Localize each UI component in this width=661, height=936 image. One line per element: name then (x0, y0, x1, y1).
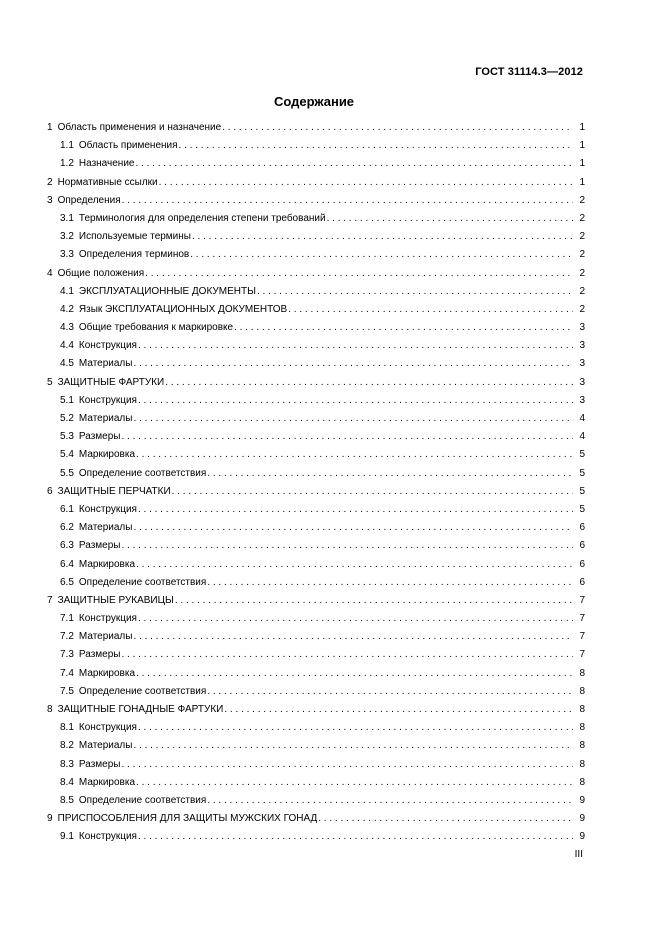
toc-entry-page: 5 (579, 503, 585, 515)
toc-leader-dots (234, 322, 573, 334)
toc-entry-number: 6.1 (60, 503, 74, 515)
toc-entry-page: 7 (579, 594, 585, 606)
toc-entry-title: Определение соответствия (78, 794, 207, 806)
toc-entry-title: Определения (57, 194, 121, 206)
toc-entry-page: 1 (579, 176, 585, 188)
toc-entry-number: 6.4 (60, 558, 74, 570)
toc-leader-dots (159, 177, 573, 189)
toc-leader-dots (207, 468, 573, 480)
toc-entry[interactable] (47, 631, 585, 649)
toc-entry[interactable] (47, 231, 585, 249)
toc-leader-dots (222, 122, 573, 134)
toc-leader-dots (133, 740, 573, 752)
toc-entry[interactable] (47, 722, 585, 740)
toc-entry-number: 5.3 (60, 431, 74, 443)
toc-entry-page: 2 (579, 249, 585, 261)
toc-entry-title: ЗАЩИТНЫЕ ФАРТУКИ (57, 376, 165, 388)
toc-entry-page: 5 (579, 485, 585, 497)
toc-entry-number: 8.3 (60, 758, 74, 770)
toc-entry-number: 8 (47, 704, 53, 715)
toc-entry-title: ПРИСПОСОБЛЕНИЯ ДЛЯ ЗАЩИТЫ МУЖСКИХ ГОНАД (57, 813, 318, 825)
toc-entry-title: Конструкция (78, 394, 137, 406)
toc-leader-dots (145, 268, 573, 280)
toc-entry-title: ЗАЩИТНЫЕ РУКАВИЦЫ (57, 594, 174, 606)
toc-entry-number: 4.2 (60, 303, 74, 315)
toc-entry[interactable] (47, 468, 585, 486)
toc-entry-title: Определение соответствия (78, 576, 207, 588)
toc-entry-page: 8 (579, 667, 585, 679)
toc-entry-page: 2 (579, 212, 585, 224)
toc-entry-page: 8 (579, 758, 585, 770)
toc-entry[interactable] (47, 486, 585, 504)
toc-entry-number: 3.1 (60, 212, 74, 224)
toc-entry-number: 9.1 (60, 831, 74, 843)
toc-leader-dots (121, 540, 573, 552)
toc-entry-page: 1 (579, 140, 585, 152)
toc-entry-title: ЗАЩИТНЫЕ ПЕРЧАТКИ (57, 485, 171, 497)
toc-entry-title: Материалы (78, 631, 133, 643)
toc-entry-title: Материалы (78, 413, 133, 424)
toc-entry-page: 8 (579, 685, 585, 697)
toc-entry-title: ЗАЩИТНЫЕ ГОНАДНЫЕ ФАРТУКИ (57, 704, 224, 715)
toc-entry[interactable] (47, 740, 585, 758)
toc-entry-number: 5 (47, 376, 53, 388)
toc-leader-dots (192, 231, 573, 243)
toc-entry-number: 1.2 (60, 158, 74, 170)
toc-entry-title: Маркировка (78, 558, 136, 570)
toc-entry-number: 1.1 (60, 140, 74, 152)
toc-leader-dots (136, 777, 573, 789)
toc-entry[interactable] (47, 449, 585, 467)
toc-entry-title: Маркировка (78, 449, 136, 461)
toc-entry[interactable] (47, 795, 585, 813)
toc-entry[interactable] (47, 158, 585, 176)
toc-leader-dots (133, 631, 573, 643)
toc-entry[interactable] (47, 122, 585, 140)
toc-entry[interactable] (47, 559, 585, 577)
toc-entry-page: 6 (579, 522, 585, 534)
toc-leader-dots (207, 686, 573, 698)
toc-entry[interactable] (47, 668, 585, 686)
toc-leader-dots (288, 304, 573, 316)
toc-entry-number: 8.4 (60, 776, 74, 788)
toc-leader-dots (135, 158, 573, 170)
toc-leader-dots (175, 595, 573, 607)
toc-entry[interactable] (47, 813, 585, 831)
toc-entry[interactable] (47, 431, 585, 449)
toc-entry-page: 3 (579, 376, 585, 388)
toc-entry-number: 7 (47, 594, 53, 606)
toc-entry[interactable] (47, 759, 585, 777)
toc-entry-number: 7.5 (60, 685, 74, 697)
toc-entry[interactable] (47, 704, 585, 722)
toc-leader-dots (133, 522, 573, 534)
toc-leader-dots (257, 286, 573, 298)
toc-entry-number: 1 (47, 122, 53, 133)
toc-entry-page: 7 (579, 649, 585, 661)
toc-entry-number: 6 (47, 485, 53, 497)
toc-entry-title: Размеры (78, 540, 121, 552)
toc-leader-dots (165, 377, 573, 389)
toc-entry-page: 6 (579, 576, 585, 588)
toc-entry-page: 2 (579, 267, 585, 279)
toc-entry-title: Область применения (78, 140, 178, 152)
toc-entry-page: 6 (579, 540, 585, 552)
toc-leader-dots (138, 831, 573, 843)
toc-entry-number: 5.1 (60, 394, 74, 406)
toc-entry[interactable] (47, 195, 585, 213)
toc-entry-title: Определение соответствия (78, 685, 207, 697)
toc-entry-number: 8.5 (60, 794, 74, 806)
toc-entry-page: 5 (579, 467, 585, 479)
toc-leader-dots (172, 486, 573, 498)
toc-entry-page: 7 (579, 631, 585, 643)
toc-entry-page: 8 (579, 704, 585, 715)
toc-entry-page: 2 (579, 231, 585, 243)
toc-entry-title: Назначение (78, 158, 135, 170)
toc-entry[interactable] (47, 340, 585, 358)
toc-entry-number: 7.4 (60, 667, 74, 679)
toc-entry-page: 1 (579, 122, 585, 133)
toc-entry-title: Маркировка (78, 667, 136, 679)
toc-entry-number: 6.2 (60, 522, 74, 534)
toc-entry[interactable] (47, 831, 585, 849)
toc-leader-dots (136, 668, 573, 680)
toc-leader-dots (122, 195, 573, 207)
toc-leader-dots (327, 213, 573, 225)
toc-entry[interactable] (47, 213, 585, 231)
toc-entry-page: 4 (579, 431, 585, 443)
toc-entry-number: 3 (47, 194, 53, 206)
toc-entry-title: Терминология для определения степени требований (78, 212, 326, 224)
toc-entry[interactable] (47, 504, 585, 522)
toc-entry-title: Размеры (78, 758, 121, 770)
toc-entry-title: Язык ЭКСПЛУАТАЦИОННЫХ ДОКУМЕНТОВ (78, 303, 288, 315)
toc-entry[interactable] (47, 322, 585, 340)
table-of-contents (47, 122, 585, 850)
toc-entry[interactable] (47, 686, 585, 704)
toc-leader-dots (133, 358, 573, 370)
toc-entry-title: Размеры (78, 649, 121, 661)
toc-entry-page: 3 (579, 322, 585, 334)
toc-entry-number: 3.2 (60, 231, 74, 243)
toc-entry-number: 4.1 (60, 285, 74, 297)
toc-entry[interactable] (47, 777, 585, 795)
toc-entry-page: 2 (579, 285, 585, 297)
toc-leader-dots (190, 249, 573, 261)
toc-title: Содержание (273, 94, 355, 109)
toc-entry-page: 3 (579, 358, 585, 370)
toc-entry-page: 2 (579, 303, 585, 315)
toc-entry[interactable] (47, 395, 585, 413)
toc-entry-title: Общие требования к маркировке (78, 322, 234, 334)
toc-entry-number: 7.1 (60, 613, 74, 625)
toc-entry-number: 7.2 (60, 631, 74, 643)
toc-leader-dots (121, 759, 573, 771)
toc-entry[interactable] (47, 595, 585, 613)
toc-entry-title: Конструкция (78, 613, 137, 625)
toc-leader-dots (207, 577, 573, 589)
toc-entry-title: Определение соответствия (78, 467, 207, 479)
toc-entry-number: 3.3 (60, 249, 74, 261)
page-number: III (574, 849, 583, 860)
toc-entry-page: 7 (579, 613, 585, 625)
toc-entry-number: 9 (47, 813, 53, 825)
toc-leader-dots (138, 395, 573, 407)
toc-entry-number: 4.3 (60, 322, 74, 334)
toc-entry[interactable] (47, 358, 585, 376)
toc-entry-number: 7.3 (60, 649, 74, 661)
toc-entry-number: 5.5 (60, 467, 74, 479)
toc-entry-page: 6 (579, 558, 585, 570)
toc-entry-title: Материалы (78, 740, 133, 752)
toc-entry-title: Общие положения (57, 267, 145, 279)
toc-entry[interactable] (47, 268, 585, 286)
toc-leader-dots (136, 559, 573, 571)
toc-entry[interactable] (47, 377, 585, 395)
toc-entry[interactable] (47, 577, 585, 595)
toc-entry-number: 6.3 (60, 540, 74, 552)
toc-entry-number: 8.1 (60, 722, 74, 734)
toc-leader-dots (133, 413, 573, 425)
toc-entry-page: 1 (579, 158, 585, 170)
toc-entry[interactable] (47, 304, 585, 322)
toc-leader-dots (136, 449, 573, 461)
toc-entry-title: Используемые термины (78, 231, 191, 243)
toc-entry-title: Нормативные ссылки (57, 176, 158, 188)
toc-leader-dots (138, 722, 573, 734)
toc-entry-number: 4.5 (60, 358, 74, 370)
toc-entry-page: 3 (579, 394, 585, 406)
toc-leader-dots (121, 649, 573, 661)
toc-entry[interactable] (47, 177, 585, 195)
toc-entry-title: Материалы (78, 358, 133, 370)
toc-entry-page: 8 (579, 776, 585, 788)
toc-entry-page: 9 (579, 813, 585, 825)
toc-entry-page: 8 (579, 740, 585, 752)
toc-entry-page: 5 (579, 449, 585, 461)
toc-entry-number: 4.4 (60, 340, 74, 352)
toc-entry-number: 5.2 (60, 413, 74, 424)
toc-entry-title: Конструкция (78, 722, 137, 734)
toc-entry[interactable] (47, 613, 585, 631)
toc-entry-title: Конструкция (78, 503, 137, 515)
toc-leader-dots (121, 431, 573, 443)
toc-entry[interactable] (47, 249, 585, 267)
toc-entry-title: Определения терминов (78, 249, 190, 261)
toc-entry-title: Размеры (78, 431, 121, 443)
toc-entry[interactable] (47, 540, 585, 558)
toc-entry-number: 8.2 (60, 740, 74, 752)
toc-leader-dots (224, 704, 573, 716)
standard-designation: ГОСТ 31114.3—2012 (475, 66, 583, 78)
toc-entry-title: Маркировка (78, 776, 136, 788)
toc-entry-number: 6.5 (60, 576, 74, 588)
toc-entry[interactable] (47, 413, 585, 431)
toc-entry-number: 5.4 (60, 449, 74, 461)
toc-leader-dots (318, 813, 573, 825)
toc-leader-dots (179, 140, 573, 152)
toc-entry-page: 4 (579, 413, 585, 424)
toc-entry-page: 2 (579, 194, 585, 206)
toc-entry-page: 3 (579, 340, 585, 352)
toc-entry-page: 9 (579, 794, 585, 806)
toc-entry[interactable] (47, 286, 585, 304)
toc-entry-page: 9 (579, 831, 585, 843)
toc-leader-dots (138, 340, 573, 352)
toc-leader-dots (138, 504, 573, 516)
toc-leader-dots (207, 795, 573, 807)
toc-entry-title: Конструкция (78, 340, 137, 352)
toc-entry[interactable] (47, 522, 585, 540)
toc-entry-title: Конструкция (78, 831, 137, 843)
toc-entry[interactable] (47, 140, 585, 158)
toc-entry-number: 2 (47, 176, 53, 188)
toc-entry-title: ЭКСПЛУАТАЦИОННЫЕ ДОКУМЕНТЫ (78, 285, 256, 297)
toc-entry-title: Материалы (78, 522, 133, 534)
toc-entry-page: 8 (579, 722, 585, 734)
toc-entry-title: Область применения и назначение (57, 122, 222, 133)
toc-entry[interactable] (47, 649, 585, 667)
toc-entry-number: 4 (47, 267, 53, 279)
toc-leader-dots (138, 613, 573, 625)
